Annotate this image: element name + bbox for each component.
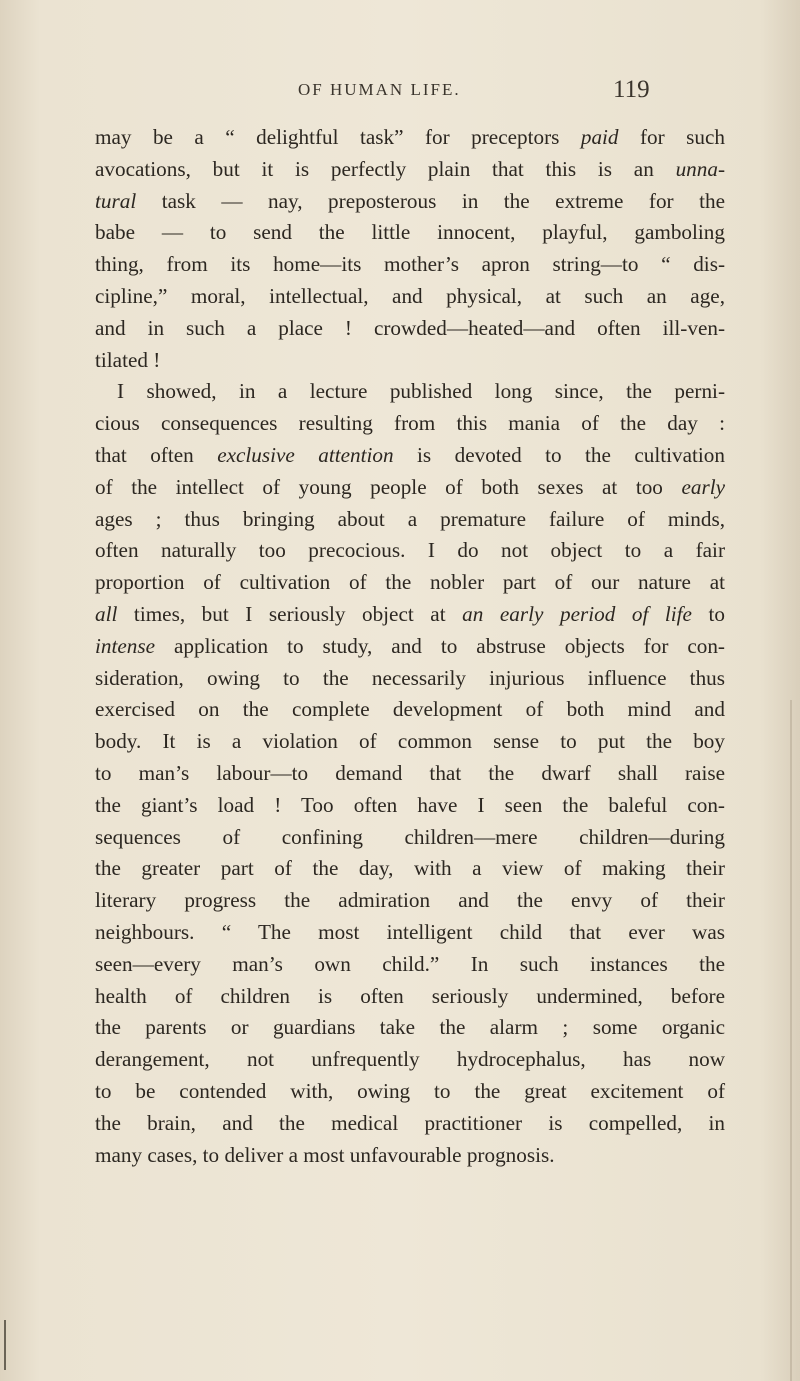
text-line [95,694,725,726]
text-segment: many cases, to deliver a most unfavourable prognosis. [95,1142,555,1167]
paragraph [95,376,725,1171]
text-line [95,790,725,822]
text-segment: that often [95,442,218,467]
text-line [95,853,725,885]
text-line [95,822,725,854]
text-line [95,154,725,186]
text-segment: seen—every man’s own child.” In such instances the [95,951,725,976]
text-segment: cious consequences resulting from this mania of the day : [95,411,725,436]
running-title: OF HUMAN LIFE. [298,80,461,99]
text-segment: neighbours. “ The most intelligent child that ever was [95,919,725,944]
text-segment: may be a “ delightful task” for preceptors [95,125,581,149]
text-segment: the parents or guardians take the alarm ; some organic [95,1015,725,1040]
italic-text: unna- [675,156,725,181]
text-line [95,186,725,218]
page-number: 119 [613,76,650,103]
text-line [95,249,725,281]
running-head [0,78,800,108]
text-segment: task — nay, preposterous in the extreme for the [136,188,725,213]
text-line [95,599,725,631]
italic-text: exclusive attention [217,442,394,467]
italic-text: early [681,474,725,499]
text-segment: the greater part of the day, with a view of making their [95,856,725,881]
text-line [95,1044,725,1076]
text-segment: cipline,” moral, intellectual, and physical, at such an age, [95,283,725,308]
text-line [95,1076,725,1108]
text-segment: the giant’s load ! Too often have I seen the baleful con- [95,792,725,817]
italic-text: intense [95,633,156,658]
text-line [95,504,725,536]
text-line [95,726,725,758]
text-line [95,472,725,504]
text-line [95,917,725,949]
text-line [95,313,725,345]
text-segment: tilated ! [95,347,161,372]
text-segment: to [691,601,725,626]
text-line [95,376,725,408]
text-line [95,981,725,1013]
italic-text: tural [95,188,137,213]
text-line [95,408,725,440]
text-segment: sequences of confining children—mere children—during [95,824,725,849]
text-segment: sideration, owing to the necessarily injurious influence thus [95,665,725,690]
text-line [95,758,725,790]
text-line [95,217,725,249]
text-line [95,949,725,981]
text-segment: and in such a place ! crowded—heated—and often ill-ven- [95,315,725,340]
text-line [95,281,725,313]
text-line [95,440,725,472]
text-line [95,885,725,917]
text-segment: avocations, but it is perfectly plain that this is an [95,156,676,181]
italic-text: an early period of life [462,601,692,626]
text-segment: for such [618,125,726,149]
text-line [95,1108,725,1140]
text-segment: the brain, and the medical practitioner is compelled, in [95,1110,725,1135]
text-segment: is devoted to the cultivation [393,442,725,467]
italic-text: all [95,601,118,626]
text-segment: exercised on the complete development of both mind and [95,697,725,722]
text-line [95,345,725,377]
text-segment: literary progress the admiration and the envy of their [95,888,725,913]
page-edge-shadow [4,1320,6,1370]
text-segment: to man’s labour—to demand that the dwarf shall raise [95,760,725,785]
text-segment: thing, from its home—its mother’s apron string—to “ dis- [95,252,725,277]
text-line [95,122,725,154]
body-text [95,122,725,1171]
text-segment: health of children is often seriously undermined, before [95,983,725,1008]
text-segment: babe — to send the little innocent, playful, gamboling [95,220,725,245]
text-segment: to be contended with, owing to the great excitement of [95,1078,725,1103]
text-line [95,567,725,599]
text-line [95,1012,725,1044]
text-line [95,631,725,663]
text-segment: often naturally too precocious. I do not object to a fair [95,538,725,563]
text-line [95,1140,725,1172]
text-segment: of the intellect of young people of both sexes at too [95,474,682,499]
page-edge-shadow [790,700,792,1381]
paragraph [95,122,725,376]
text-segment: derangement, not unfrequently hydrocephalus, has now [95,1047,725,1072]
text-segment: application to study, and to abstruse objects for con- [155,633,725,658]
italic-text: paid [580,125,619,149]
text-line [95,663,725,695]
text-segment: I showed, in a lecture published long since, the perni- [117,379,725,404]
text-segment: body. It is a violation of common sense to put the boy [95,729,725,754]
text-segment: times, but I seriously object at [117,601,463,626]
text-line [95,535,725,567]
text-segment: ages ; thus bringing about a premature failure of minds, [95,506,725,531]
text-segment: proportion of cultivation of the nobler part of our nature at [95,570,725,595]
